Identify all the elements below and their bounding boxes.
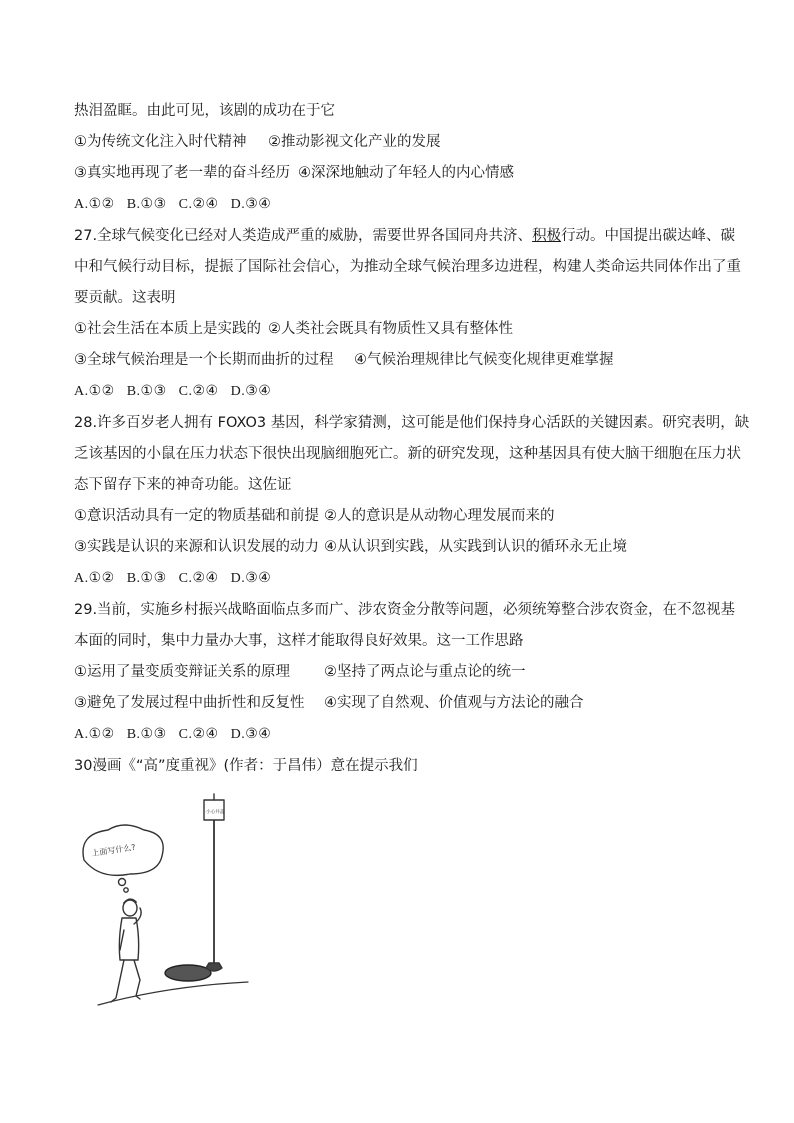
q28-choice-d: D.③④ xyxy=(230,571,272,586)
q27-underlined-word: 积极 xyxy=(532,228,562,244)
q27-answer-choices xyxy=(74,382,734,402)
q29-choice-c: C.②④ xyxy=(178,727,219,742)
cartoon-illustration xyxy=(78,790,288,1015)
q29-choice-a: A.①② xyxy=(74,727,115,742)
q27-choice-c: C.②④ xyxy=(178,384,219,399)
q26-choice-b: B.①③ xyxy=(126,197,167,212)
q29-choice-d: D.③④ xyxy=(230,727,272,742)
manhole-cover xyxy=(165,965,211,981)
q28-answer-choices xyxy=(74,569,734,589)
q28-option-1: ①意识活动具有一定的物质基础和前提 xyxy=(74,508,319,524)
pole-base xyxy=(206,963,222,971)
q30-stem: 30漫画《“高”度重视》(作者：于昌伟）意在提示我们 xyxy=(74,758,418,774)
q28-choice-b: B.①③ xyxy=(126,571,167,586)
q27-stem-line1 xyxy=(74,226,734,246)
q29-answer-choices xyxy=(74,725,734,745)
q29-option-1: ①运用了量变质变辩证关系的原理 xyxy=(74,664,290,680)
q29-option-4: ④实现了自然观、价值观与方法论的融合 xyxy=(324,695,584,711)
q26-stem-tail: 热泪盈眶。由此可见，该剧的成功在于它 xyxy=(74,103,335,119)
person-figure xyxy=(111,899,141,1002)
q26-choice-c: C.②④ xyxy=(178,197,219,212)
q29-stem-line2: 本面的同时，集中力量办大事，这样才能取得良好效果。这一工作思路 xyxy=(74,633,524,649)
q27-options-row1 xyxy=(74,319,734,339)
q27-stem-part2: 行动。中国提出碳达峰、碳 xyxy=(561,228,736,244)
sign-text: 小心井盖 xyxy=(206,810,225,815)
q28-options-row2 xyxy=(74,537,734,557)
thought-bubble-text: 上面写什么? xyxy=(91,842,137,858)
q26-choice-d: D.③④ xyxy=(230,197,272,212)
q29-stem-line1: 29.当前，实施乡村振兴战略面临点多而广、涉农资金分散等问题，必须统筹整合涉农资金，在不忽视基 xyxy=(74,602,736,618)
q28-stem-line2: 乏该基因的小鼠在压力状态下很快出现脑细胞死亡。新的研究发现，这种基因具有使大脑干细胞在压力状 xyxy=(74,446,741,462)
q26-option-1: ①为传统文化注入时代精神 xyxy=(74,134,247,150)
q28-options-row1 xyxy=(74,506,734,526)
q28-stem-line3: 态下留存下来的神奇功能。这佐证 xyxy=(74,477,292,493)
q28-choice-a: A.①② xyxy=(74,571,115,586)
q26-options-row1 xyxy=(74,132,734,152)
q29-option-3: ③避免了发展过程中曲折性和反复性 xyxy=(74,695,305,711)
q29-option-2: ②坚持了两点论与重点论的统一 xyxy=(324,664,526,680)
q27-stem-part1: 27.全球气候变化已经对人类造成严重的威胁，需要世界各国同舟共济、 xyxy=(74,228,533,244)
q27-choice-d: D.③④ xyxy=(230,384,272,399)
q27-stem-line2: 中和气候行动目标，提振了国际社会信心，为推动全球气候治理多边进程，构建人类命运共同体作出了重 xyxy=(74,259,741,275)
q28-option-2: ②人的意识是从动物心理发展而来的 xyxy=(324,508,555,524)
q29-options-row2 xyxy=(74,693,734,713)
ground-line xyxy=(98,982,248,1005)
q28-option-3: ③实践是认识的来源和认识发展的动力 xyxy=(74,539,319,555)
q27-option-2: ②人类社会既具有物质性又具有整体性 xyxy=(268,321,513,337)
q26-options-row2 xyxy=(74,163,734,183)
q29-choice-b: B.①③ xyxy=(126,727,167,742)
q27-option-4: ④气候治理规律比气候变化规律更难掌握 xyxy=(354,352,614,368)
q26-answer-choices xyxy=(74,195,734,215)
q26-option-4: ④深深地触动了年轻人的内心情感 xyxy=(298,165,514,181)
q27-option-1: ①社会生活在本质上是实践的 xyxy=(74,321,261,337)
q26-option-3: ③真实地再现了老一辈的奋斗经历 xyxy=(74,165,290,181)
q28-choice-c: C.②④ xyxy=(178,571,219,586)
q28-option-4: ④从认识到实践，从实践到认识的循环永无止境 xyxy=(324,539,627,555)
q27-choice-a: A.①② xyxy=(74,384,115,399)
q26-option-2: ②推动影视文化产业的发展 xyxy=(268,134,441,150)
q27-choice-b: B.①③ xyxy=(126,384,167,399)
q26-choice-a: A.①② xyxy=(74,197,115,212)
q27-options-row2 xyxy=(74,350,734,370)
q27-option-3: ③全球气候治理是一个长期而曲折的过程 xyxy=(74,352,334,368)
q28-stem-line1: 28.许多百岁老人拥有 FOXO3 基因，科学家猜测，这可能是他们保持身心活跃的关键因素。研究表明，缺 xyxy=(74,415,750,431)
q29-options-row1 xyxy=(74,662,734,682)
q27-stem-line3: 要贡献。这表明 xyxy=(74,290,176,306)
